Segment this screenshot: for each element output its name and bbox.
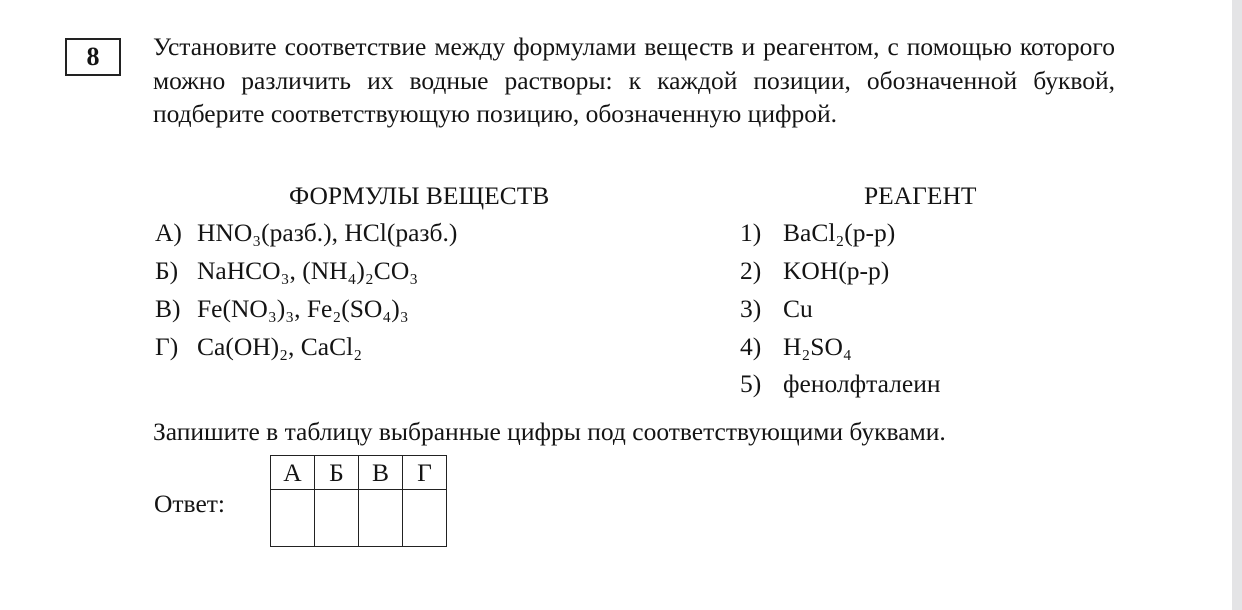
substance-formula: Ca(OH)₂, CaCl₂: [197, 332, 363, 361]
substance-row-a: [155, 218, 458, 248]
substance-formula: HNO₃(разб.), HCl(разб.): [197, 218, 458, 247]
answer-table: [270, 455, 447, 547]
answer-instruction: Запишите в таблицу выбранные цифры под соответствующими буквами.: [153, 417, 946, 446]
reagent-label: 3): [740, 294, 762, 323]
substance-label: Б): [155, 256, 179, 285]
answer-header-a: А: [271, 456, 315, 490]
reagent-label: 1): [740, 218, 762, 247]
reagent-row-3: [740, 294, 813, 324]
answer-header-b: Б: [315, 456, 359, 490]
substance-formula: Fe(NO₃)₃, Fe₂(SO₄)₃: [197, 294, 409, 323]
task-text: Установите соответствие между формулами веществ и реагентом, с помощью которого можно различить их водные растворы: к каждой позиции, обозначенной буквой, подберите соответствующую позицию, обозначенную цифрой.: [153, 32, 1115, 128]
substance-row-b: [155, 256, 419, 286]
answer-cell-g[interactable]: [403, 490, 447, 547]
substance-row-g: [155, 332, 363, 362]
page-edge-shadow: [1232, 0, 1242, 610]
substance-label: В): [155, 294, 181, 323]
answer-cell-v[interactable]: [359, 490, 403, 547]
reagent-name: Cu: [783, 294, 813, 323]
question-number-box: 8: [65, 38, 121, 76]
reagent-name: фенолфталеин: [783, 369, 941, 398]
reagent-row-5: [740, 369, 941, 399]
reagent-row-2: [740, 256, 890, 286]
substance-label: Г): [155, 332, 179, 361]
substance-label: А): [155, 218, 182, 247]
reagent-name: KOH(р-р): [783, 256, 890, 285]
reagent-row-1: [740, 218, 896, 248]
reagent-name: H₂SO₄: [783, 332, 852, 361]
answer-header-v: В: [359, 456, 403, 490]
answer-cell-b[interactable]: [315, 490, 359, 547]
answer-cell-a[interactable]: [271, 490, 315, 547]
reagent-label: 4): [740, 332, 762, 361]
substances-header: ФОРМУЛЫ ВЕЩЕСТВ: [289, 181, 550, 210]
reagent-name: BaCl₂(р-р): [783, 218, 896, 247]
substance-formula: NaHCO₃, (NH₄)₂CO₃: [197, 256, 419, 285]
reagent-label: 2): [740, 256, 762, 285]
answer-label: Ответ:: [154, 489, 225, 518]
reagents-header: РЕАГЕНТ: [864, 181, 977, 210]
reagent-row-4: [740, 332, 852, 362]
substance-row-v: [155, 294, 409, 324]
answer-header-g: Г: [403, 456, 447, 490]
reagent-label: 5): [740, 369, 762, 398]
